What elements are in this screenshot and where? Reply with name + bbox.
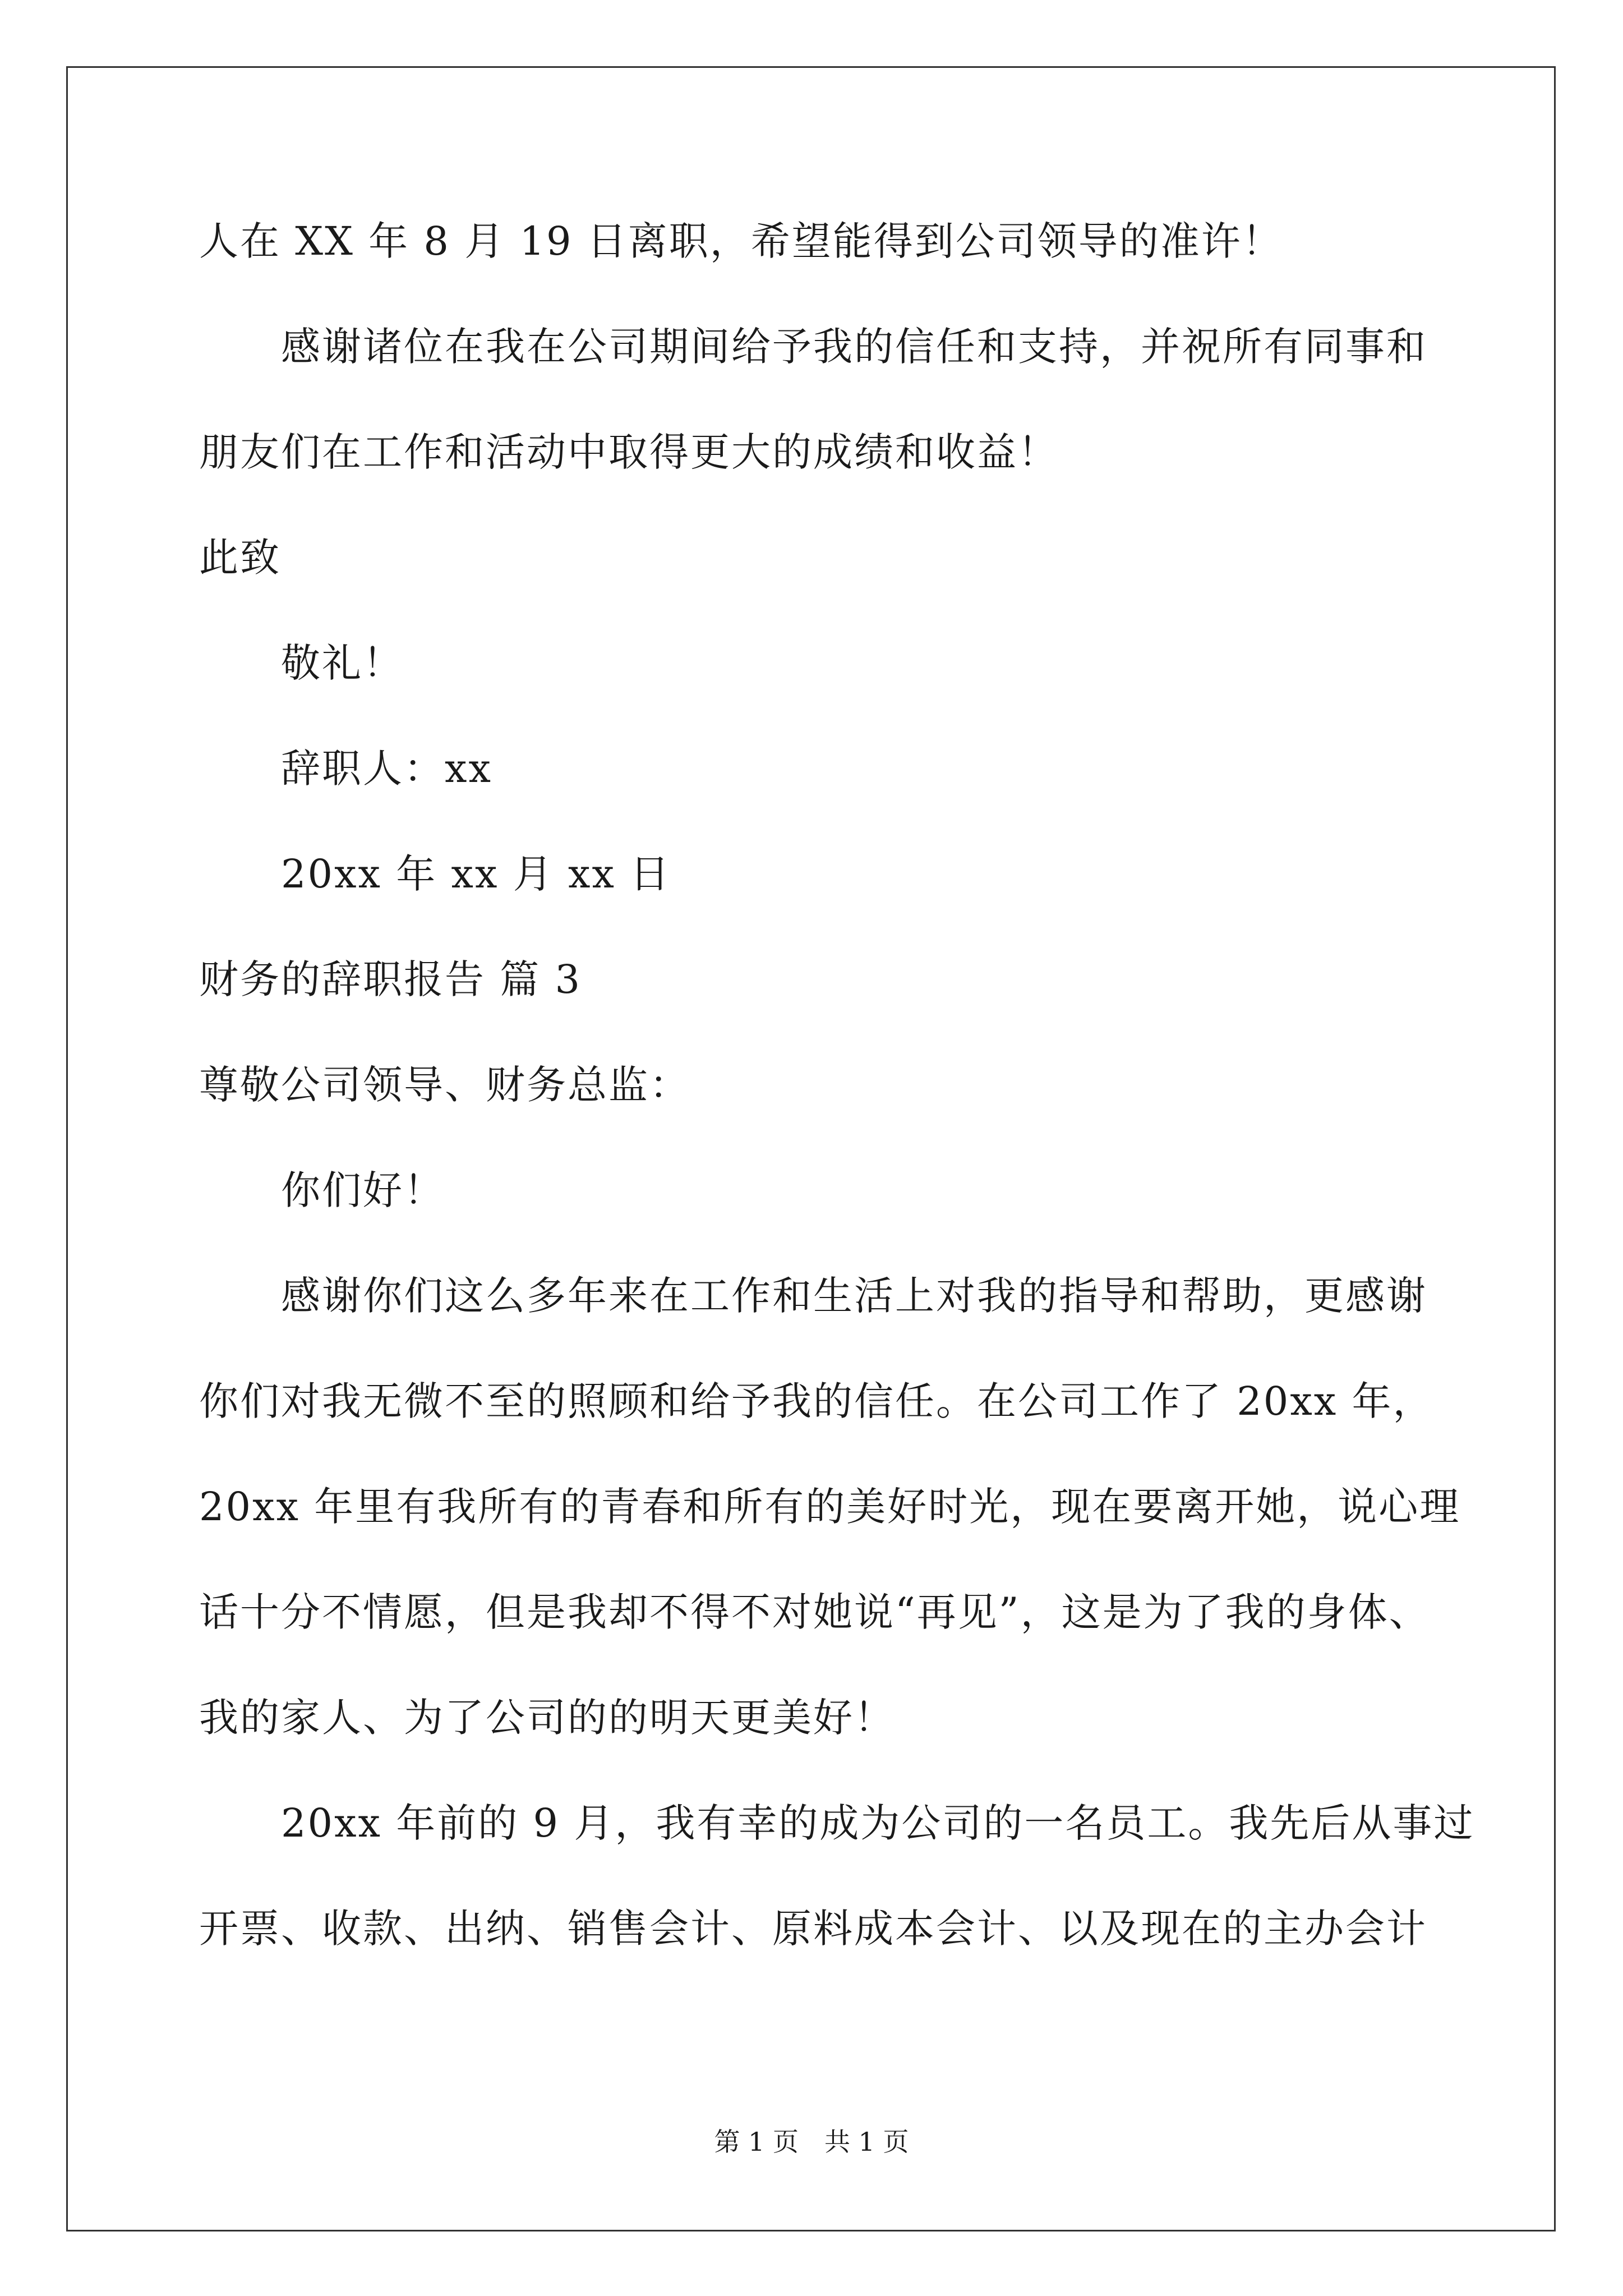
section-heading: 财务的辞职报告 篇 3	[199, 956, 582, 1002]
text-line: 感谢诸位在我在公司期间给予我的信任和支持，并祝所有同事和	[281, 324, 1427, 370]
greeting-hello: 你们好！	[281, 1167, 445, 1213]
date-line: 20xx 年 xx 月 xx 日	[281, 851, 671, 897]
text-line: 话十分不情愿，但是我却不得不对她说“再见”，这是为了我的身体、	[199, 1589, 1430, 1635]
text-line: 开票、收款、出纳、销售会计、原料成本会计、以及现在的主办会计	[199, 1906, 1427, 1952]
closing-regards: 敬礼！	[281, 640, 404, 686]
greeting-line: 尊敬公司领导、财务总监：	[199, 1062, 690, 1108]
text-line: 感谢你们这么多年来在工作和生活上对我的指导和帮助，更感谢	[281, 1273, 1427, 1319]
page-number-footer: 第 1 页 共 1 页	[714, 2127, 909, 2157]
signature-line: 辞职人：xx	[281, 746, 492, 792]
text-line: 我的家人、为了公司的的明天更美好！	[199, 1695, 895, 1741]
text-line: 你们对我无微不至的照顾和给予我的信任。在公司工作了 20xx 年，	[199, 1378, 1434, 1424]
document-body	[199, 218, 1475, 2014]
closing-salutation: 此致	[199, 535, 281, 581]
text-line: 朋友们在工作和活动中取得更大的成绩和收益！	[199, 429, 1059, 475]
text-line: 20xx 年里有我所有的青春和所有的美好时光，现在要离开她，说心理	[199, 1484, 1461, 1530]
text-line: 人在 XX 年 8 月 19 日离职，希望能得到公司领导的准许！	[199, 218, 1283, 264]
text-line: 20xx 年前的 9 月，我有幸的成为公司的一名员工。我先后从事过	[281, 1800, 1475, 1846]
